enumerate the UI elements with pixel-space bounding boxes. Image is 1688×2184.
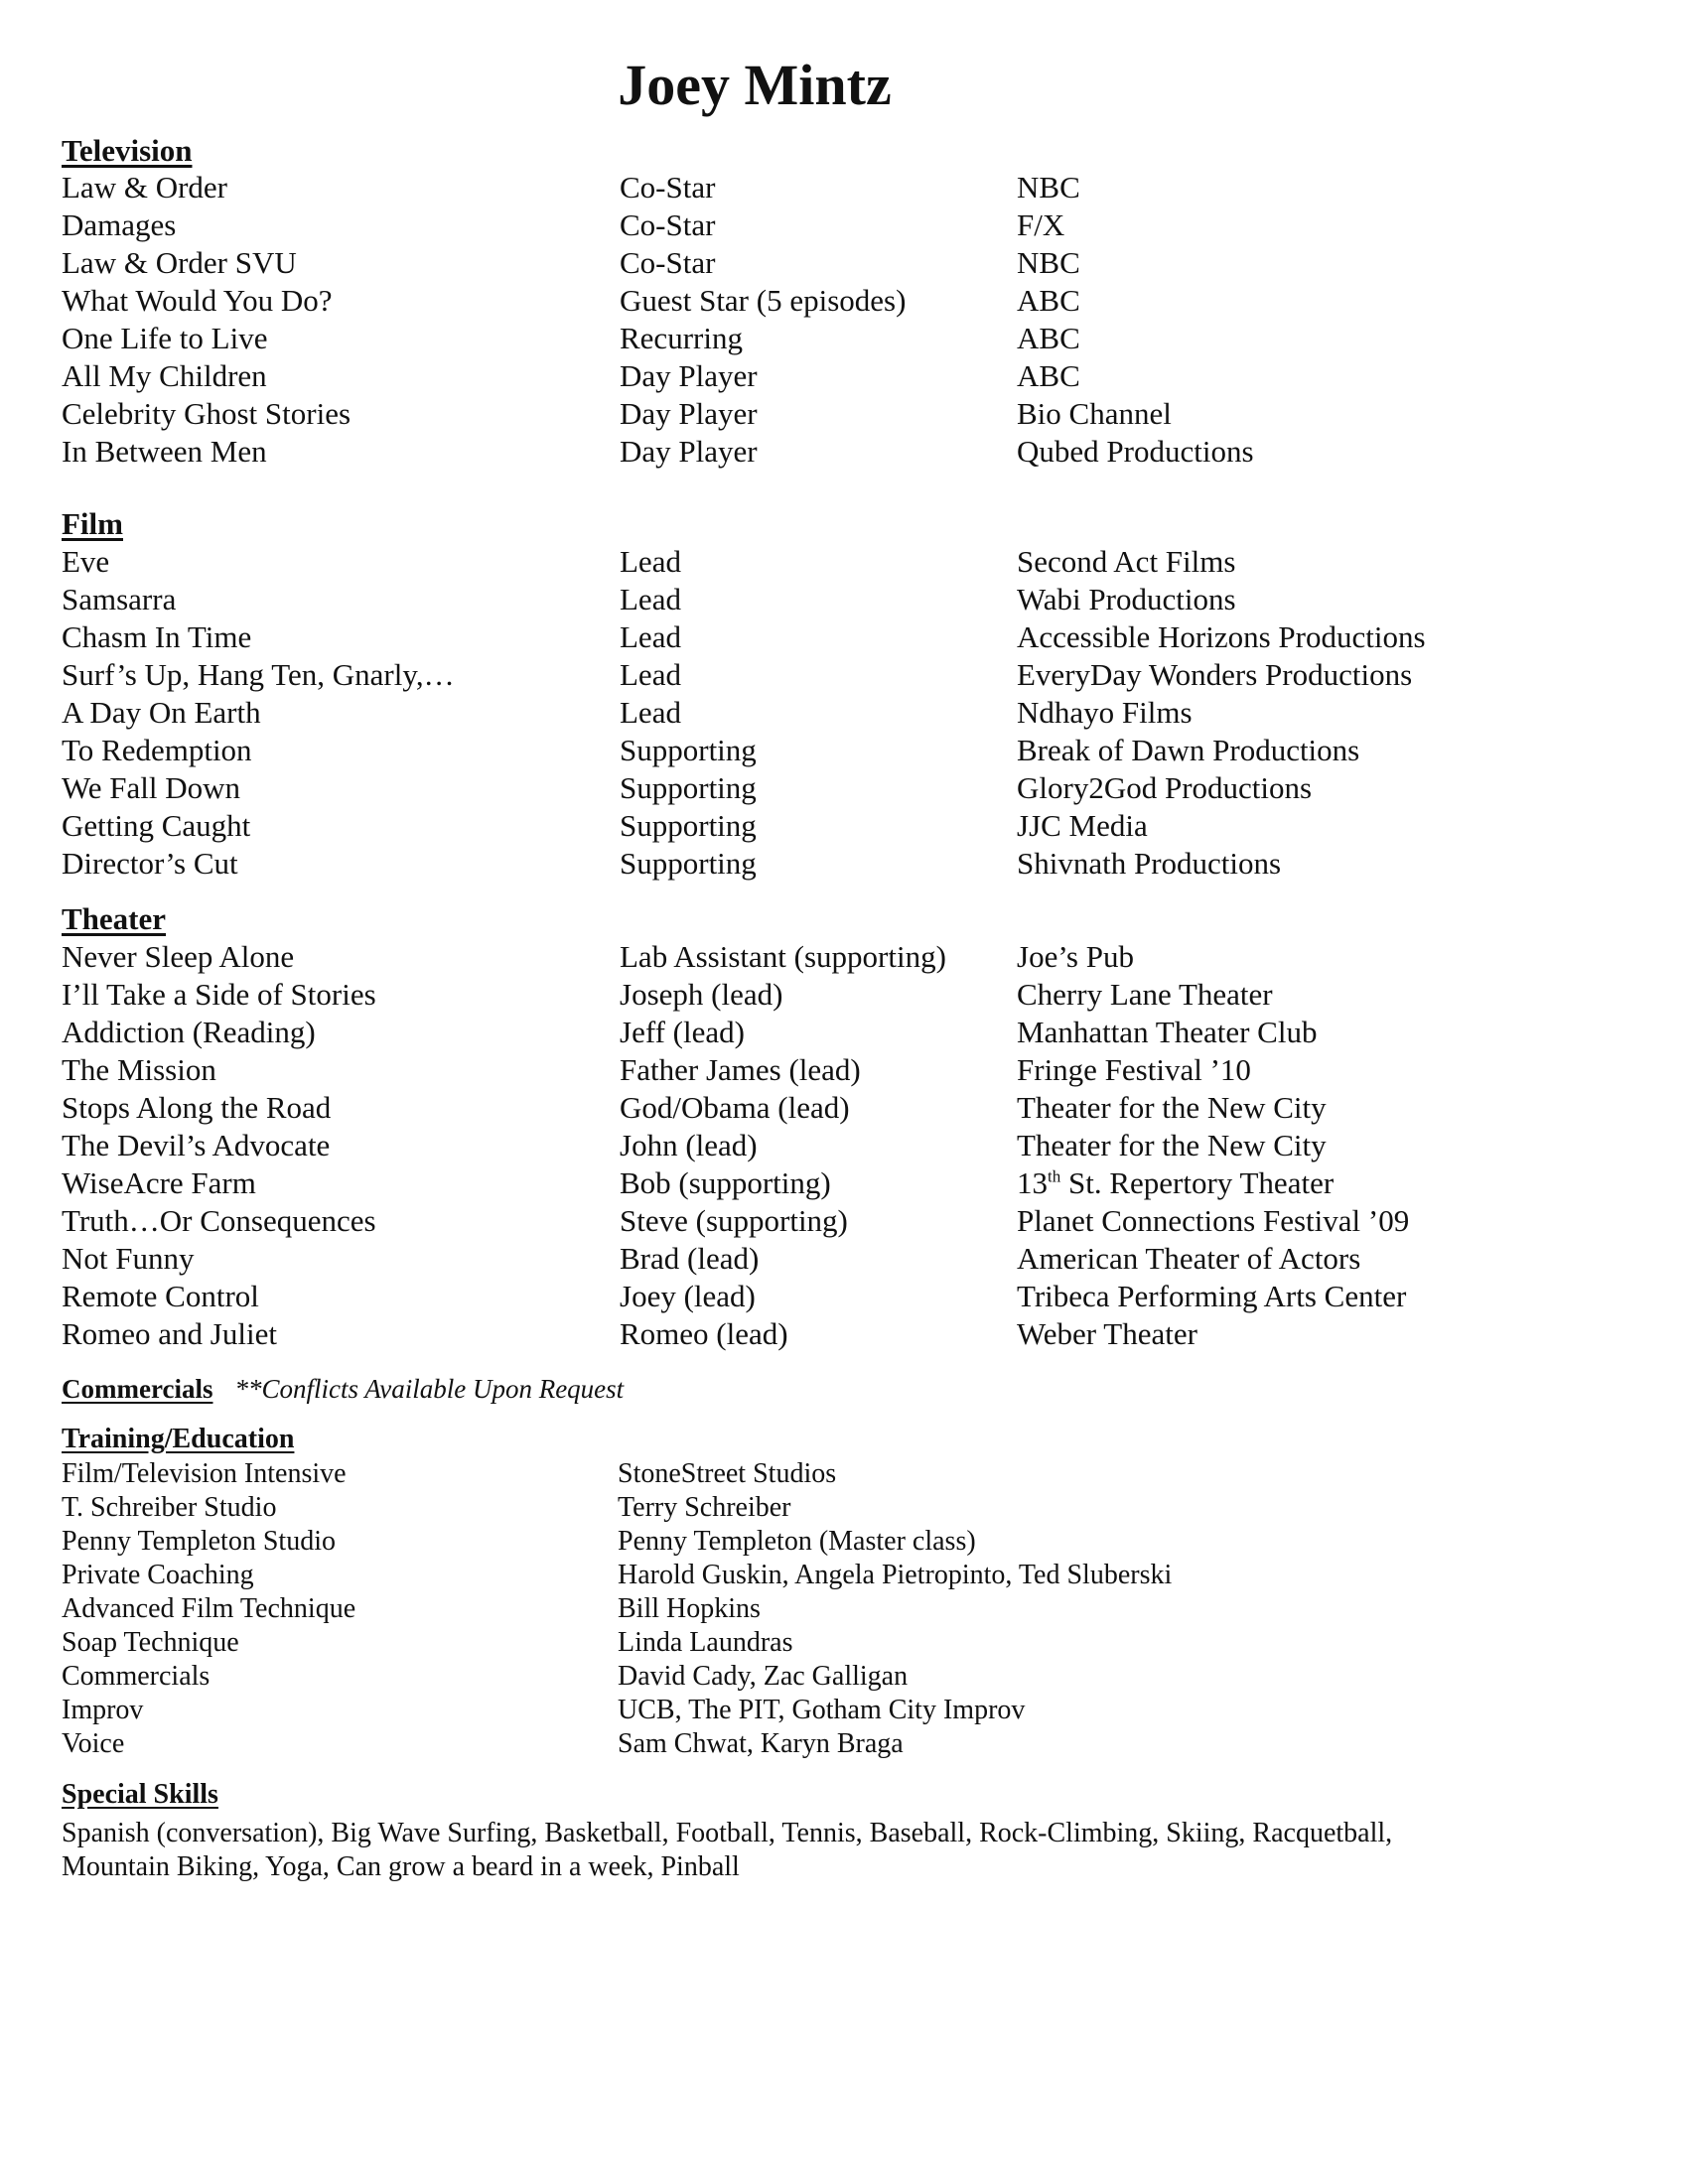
network-cell: NBC — [1017, 170, 1080, 205]
table-row — [0, 733, 1688, 770]
company-cell: Break of Dawn Productions — [1017, 733, 1360, 767]
company-cell: Second Act Films — [1017, 544, 1236, 579]
table-row — [0, 207, 1688, 245]
table-row — [0, 939, 1688, 977]
instructor-cell: Sam Chwat, Karyn Braga — [618, 1728, 904, 1759]
theater-heading: Theater — [62, 901, 167, 936]
role-cell: Co-Star — [620, 170, 716, 205]
table-row — [0, 695, 1688, 733]
course-cell: Commercials — [62, 1661, 211, 1692]
table-row — [0, 770, 1688, 808]
instructor-cell: Terry Schreiber — [618, 1492, 791, 1523]
table-row — [0, 1203, 1688, 1241]
title-cell: The Mission — [62, 1052, 216, 1087]
venue-cell: Manhattan Theater Club — [1017, 1015, 1318, 1049]
commercials-line — [62, 1374, 624, 1405]
television-heading: Television — [62, 133, 193, 168]
training-heading: Training/Education — [62, 1424, 295, 1454]
course-cell: Private Coaching — [62, 1560, 254, 1590]
network-cell: NBC — [1017, 245, 1080, 280]
title-cell: Stops Along the Road — [62, 1090, 332, 1125]
table-row — [0, 1015, 1688, 1052]
role-cell: Supporting — [620, 770, 757, 805]
role-cell: Supporting — [620, 808, 757, 843]
title-cell: Getting Caught — [62, 808, 251, 843]
role-cell: Lead — [620, 582, 681, 616]
role-cell: John (lead) — [620, 1128, 758, 1162]
table-row — [0, 1526, 1688, 1560]
course-cell: T. Schreiber Studio — [62, 1492, 277, 1523]
course-cell: Film/Television Intensive — [62, 1458, 347, 1489]
table-row — [0, 1052, 1688, 1090]
course-cell: Penny Templeton Studio — [62, 1526, 336, 1557]
venue-cell: Theater for the New City — [1017, 1090, 1327, 1125]
title-cell: Romeo and Juliet — [62, 1316, 277, 1351]
network-cell: Bio Channel — [1017, 396, 1172, 431]
role-cell: Co-Star — [620, 207, 716, 242]
role-cell: Co-Star — [620, 245, 716, 280]
table-row — [0, 808, 1688, 846]
table-row — [0, 1458, 1688, 1492]
role-cell: Lead — [620, 695, 681, 730]
course-cell: Improv — [62, 1695, 144, 1725]
company-cell: Wabi Productions — [1017, 582, 1236, 616]
venue-cell: Weber Theater — [1017, 1316, 1197, 1351]
network-cell: Qubed Productions — [1017, 434, 1254, 469]
table-row — [0, 1241, 1688, 1279]
resume-name-text: Joey Mintz — [618, 53, 892, 117]
role-cell: Day Player — [620, 396, 758, 431]
title-cell: To Redemption — [62, 733, 252, 767]
title-cell: Addiction (Reading) — [62, 1015, 316, 1049]
table-row — [0, 657, 1688, 695]
role-cell: Steve (supporting) — [620, 1203, 848, 1238]
table-row — [0, 846, 1688, 884]
venue-cell: Tribeca Performing Arts Center — [1017, 1279, 1407, 1313]
title-cell: Surf’s Up, Hang Ten, Gnarly,… — [62, 657, 455, 692]
title-cell: All My Children — [62, 358, 267, 393]
title-cell: In Between Men — [62, 434, 267, 469]
title-cell: Samsarra — [62, 582, 177, 616]
table-row — [0, 544, 1688, 582]
instructor-cell: UCB, The PIT, Gotham City Improv — [618, 1695, 1026, 1725]
role-cell: Joseph (lead) — [620, 977, 783, 1012]
skills-text: Spanish (conversation), Big Wave Surfing, Basketball, Football, Tennis, Baseball, Rock-Climbing, Skiing, Racquetball, Mountain Biking, Yoga, Can grow a beard in a week, Pinball — [62, 1818, 1393, 1882]
network-cell: ABC — [1017, 283, 1080, 318]
course-cell: Advanced Film Technique — [62, 1593, 356, 1624]
title-cell: Remote Control — [62, 1279, 259, 1313]
role-cell: God/Obama (lead) — [620, 1090, 850, 1125]
table-row — [0, 582, 1688, 619]
company-cell: Ndhayo Films — [1017, 695, 1193, 730]
role-cell: Day Player — [620, 358, 758, 393]
instructor-cell: David Cady, Zac Galligan — [618, 1661, 909, 1692]
title-cell: I’ll Take a Side of Stories — [62, 977, 376, 1012]
venue-cell: 13th St. Repertory Theater — [1017, 1165, 1335, 1200]
company-cell: Shivnath Productions — [1017, 846, 1282, 881]
company-cell: JJC Media — [1017, 808, 1148, 843]
venue-cell: Theater for the New City — [1017, 1128, 1327, 1162]
role-cell: Jeff (lead) — [620, 1015, 745, 1049]
instructor-cell: StoneStreet Studios — [618, 1458, 837, 1489]
title-cell: We Fall Down — [62, 770, 241, 805]
table-row — [0, 1128, 1688, 1165]
skills-heading: Special Skills — [62, 1779, 218, 1810]
title-cell: Chasm In Time — [62, 619, 252, 654]
film-heading: Film — [62, 506, 123, 541]
table-row — [0, 1492, 1688, 1526]
venue-cell: Cherry Lane Theater — [1017, 977, 1273, 1012]
table-row — [0, 283, 1688, 321]
table-row — [0, 1279, 1688, 1316]
role-cell: Romeo (lead) — [620, 1316, 788, 1351]
title-cell: Celebrity Ghost Stories — [62, 396, 352, 431]
role-cell: Joey (lead) — [620, 1279, 756, 1313]
instructor-cell: Harold Guskin, Angela Pietropinto, Ted Sluberski — [618, 1560, 1173, 1590]
course-cell: Soap Technique — [62, 1627, 239, 1658]
title-cell: Law & Order — [62, 170, 227, 205]
table-row — [0, 1728, 1688, 1762]
venue-cell: Fringe Festival ’10 — [1017, 1052, 1251, 1087]
table-row — [0, 619, 1688, 657]
venue-cell: Joe’s Pub — [1017, 939, 1134, 974]
role-cell: Lead — [620, 619, 681, 654]
network-cell: F/X — [1017, 207, 1065, 242]
commercials-note: **Conflicts Available Upon Request — [234, 1374, 625, 1404]
role-cell: Lab Assistant (supporting) — [620, 939, 946, 974]
table-row — [0, 358, 1688, 396]
network-cell: ABC — [1017, 358, 1080, 393]
title-cell: Not Funny — [62, 1241, 195, 1276]
title-cell: Damages — [62, 207, 177, 242]
company-cell: Accessible Horizons Productions — [1017, 619, 1426, 654]
table-row — [0, 245, 1688, 283]
role-cell: Lead — [620, 657, 681, 692]
network-cell: ABC — [1017, 321, 1080, 355]
title-cell: Director’s Cut — [62, 846, 238, 881]
table-row — [0, 977, 1688, 1015]
table-row — [0, 396, 1688, 434]
table-row — [0, 434, 1688, 472]
role-cell: Father James (lead) — [620, 1052, 861, 1087]
table-row — [0, 1695, 1688, 1728]
title-cell: WiseAcre Farm — [62, 1165, 256, 1200]
table-row — [0, 1661, 1688, 1695]
table-row — [0, 170, 1688, 207]
resume-name — [0, 52, 1509, 118]
title-cell: A Day On Earth — [62, 695, 261, 730]
role-cell: Supporting — [620, 733, 757, 767]
role-cell: Guest Star (5 episodes) — [620, 283, 907, 318]
table-row — [0, 1627, 1688, 1661]
title-cell: Law & Order SVU — [62, 245, 297, 280]
instructor-cell: Bill Hopkins — [618, 1593, 761, 1624]
title-cell: Never Sleep Alone — [62, 939, 295, 974]
title-cell: Eve — [62, 544, 110, 579]
title-cell: What Would You Do? — [62, 283, 333, 318]
table-row — [0, 1165, 1688, 1203]
table-row — [0, 1090, 1688, 1128]
table-row — [0, 321, 1688, 358]
table-row — [0, 1560, 1688, 1593]
instructor-cell: Linda Laundras — [618, 1627, 793, 1658]
role-cell: Lead — [620, 544, 681, 579]
venue-cell: American Theater of Actors — [1017, 1241, 1361, 1276]
role-cell: Brad (lead) — [620, 1241, 760, 1276]
role-cell: Recurring — [620, 321, 743, 355]
table-row — [0, 1316, 1688, 1354]
company-cell: EveryDay Wonders Productions — [1017, 657, 1413, 692]
title-cell: One Life to Live — [62, 321, 268, 355]
role-cell: Supporting — [620, 846, 757, 881]
course-cell: Voice — [62, 1728, 125, 1759]
table-row — [0, 1593, 1688, 1627]
title-cell: The Devil’s Advocate — [62, 1128, 331, 1162]
venue-cell: Planet Connections Festival ’09 — [1017, 1203, 1410, 1238]
company-cell: Glory2God Productions — [1017, 770, 1313, 805]
role-cell: Bob (supporting) — [620, 1165, 831, 1200]
title-cell: Truth…Or Consequences — [62, 1203, 376, 1238]
role-cell: Day Player — [620, 434, 758, 469]
commercials-heading: Commercials — [62, 1374, 213, 1404]
instructor-cell: Penny Templeton (Master class) — [618, 1526, 976, 1557]
